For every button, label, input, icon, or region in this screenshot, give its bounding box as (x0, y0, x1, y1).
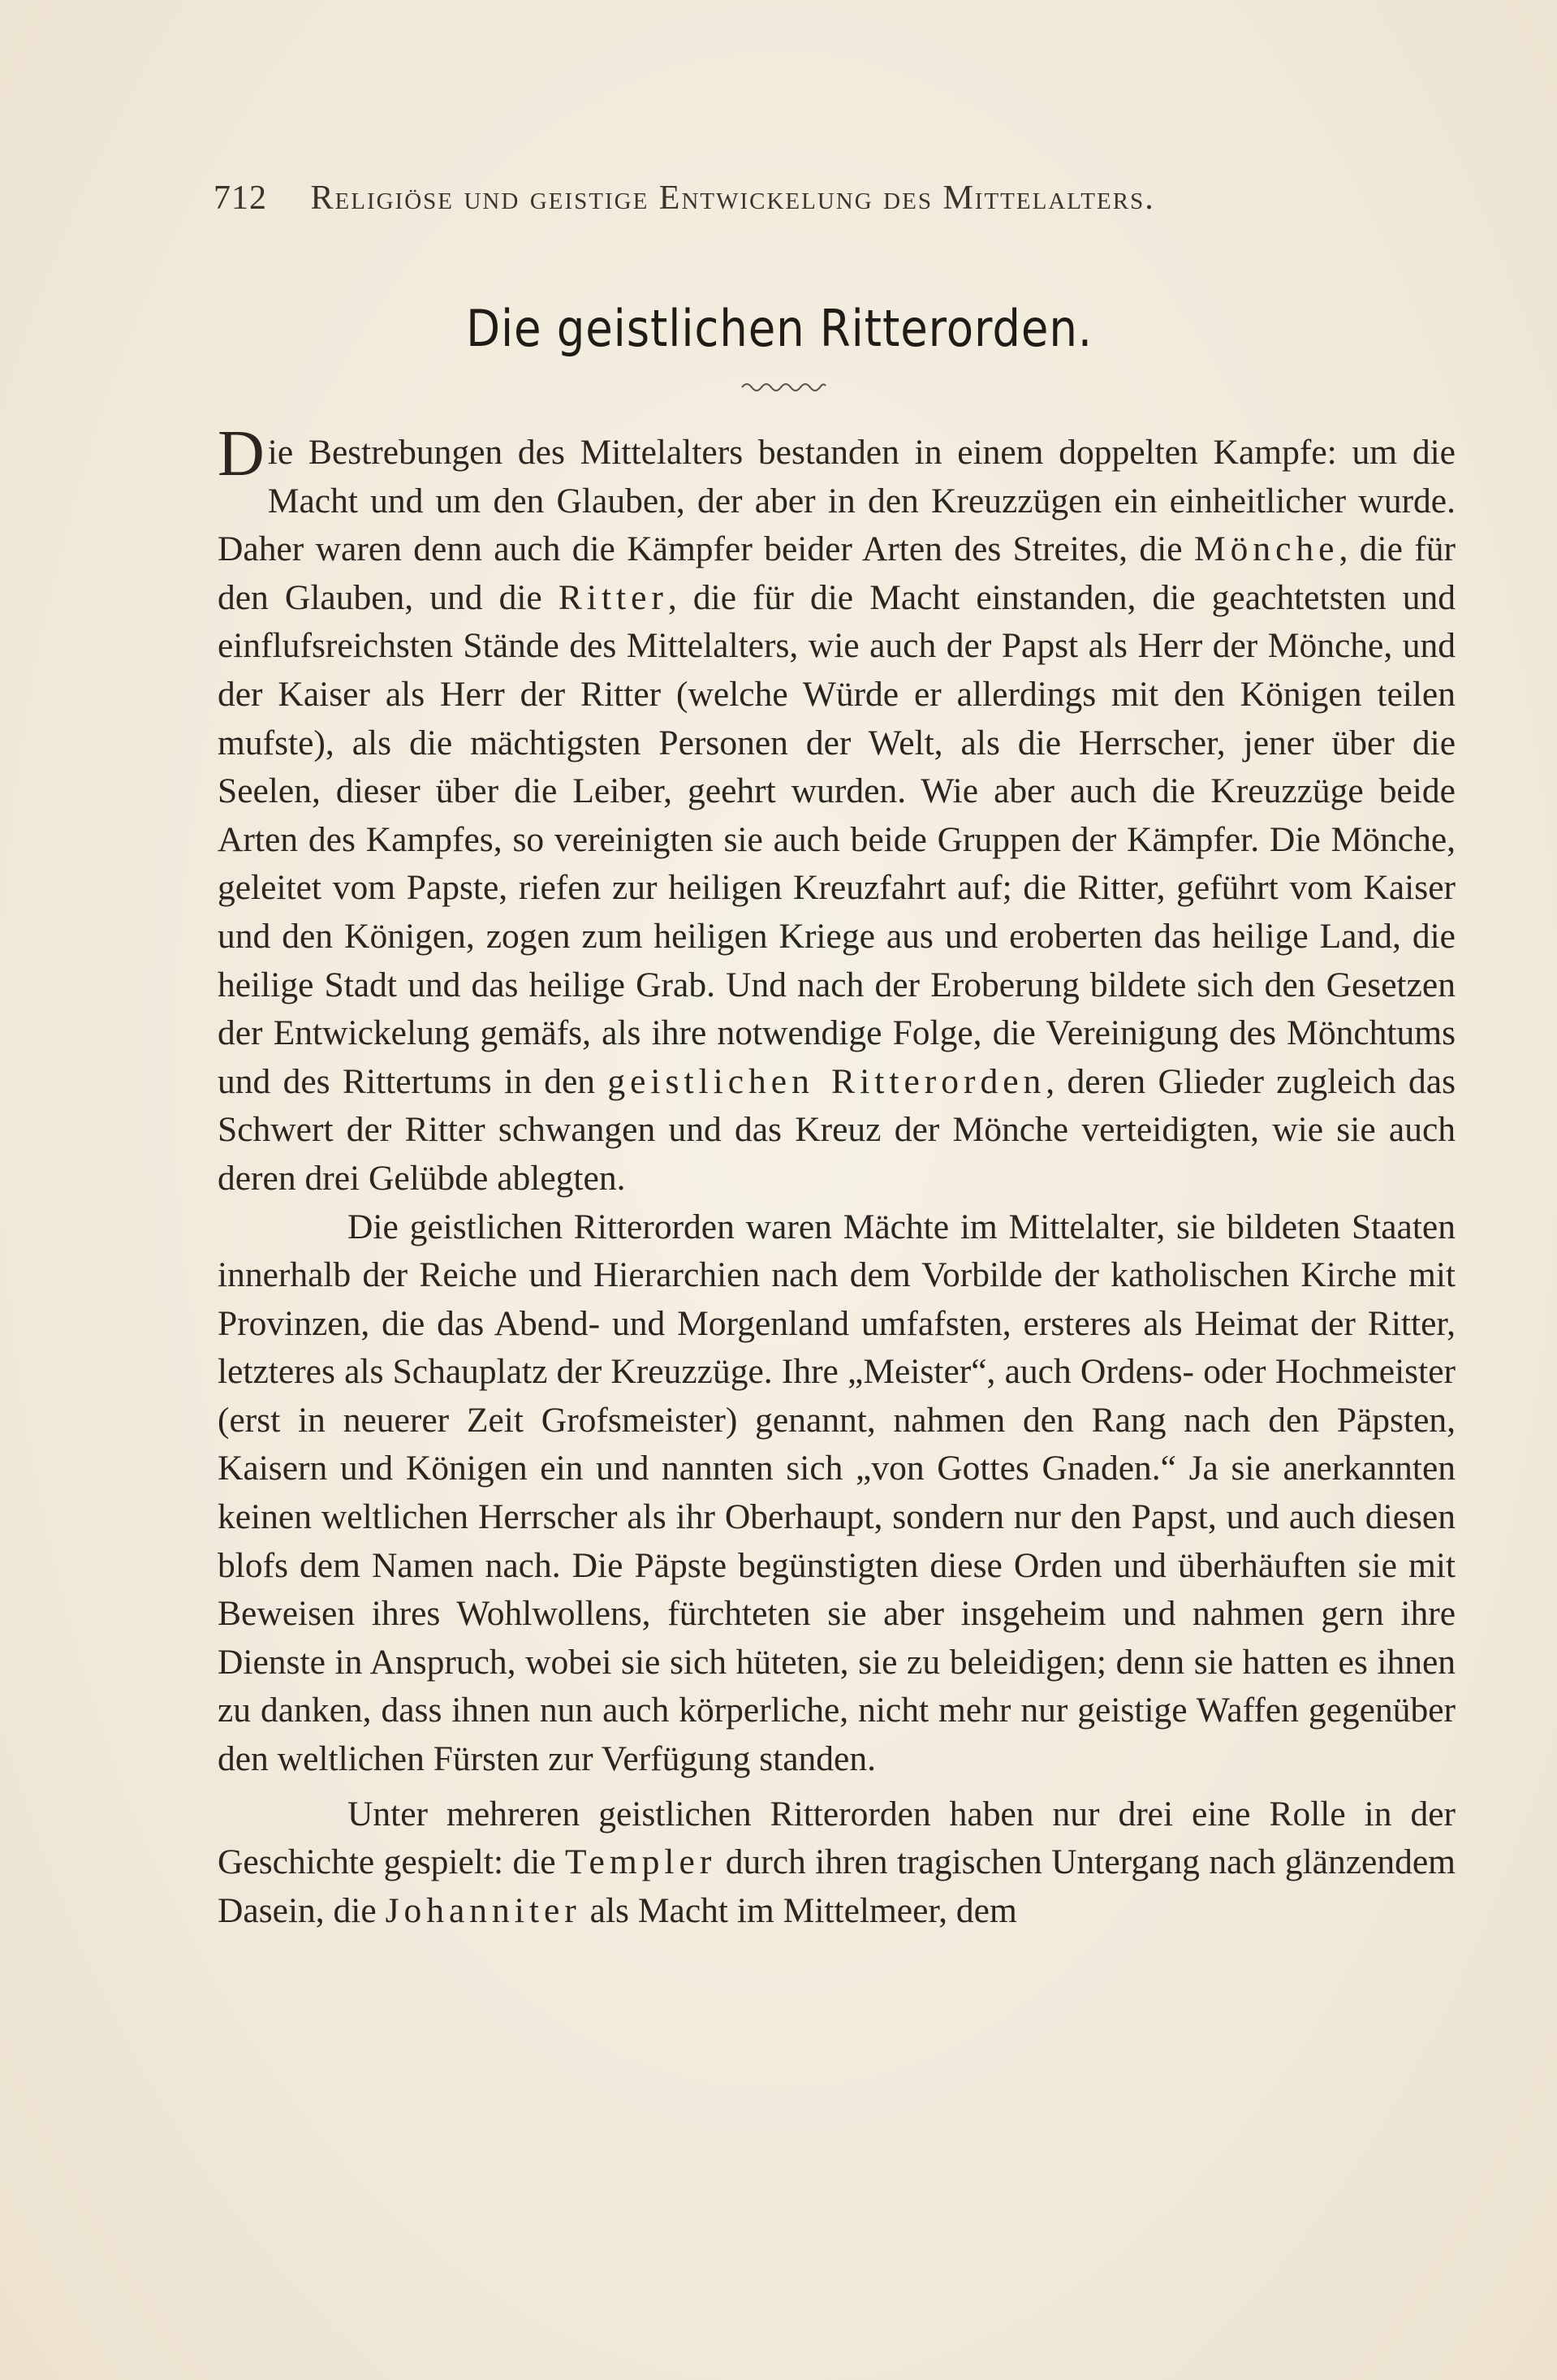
chapter-title: Die geistlichen Ritterorden. (466, 299, 1093, 358)
paragraph-3 (218, 1790, 1456, 1936)
paragraph-3-text-a: Unter mehreren geistlichen Ritterorden haben nur drei eine Rolle in der Geschichte gespielt: die (218, 1794, 1456, 1882)
emphasis-geistliche-ritterorden: geistlichen Ritterorden (607, 1061, 1046, 1101)
running-title: Religiöse und geistige Entwickelung des Mittelalters. (310, 179, 1155, 217)
running-head (213, 179, 1366, 218)
paragraph-3-text-c: als Macht im Mittelmeer, dem (580, 1890, 1017, 1930)
page-number: 712 (213, 179, 267, 217)
paragraph-1-text-d: , deren Glieder zugleich das Schwert der Ritter schwangen und das Kreuz der Mönche verteidigten, wie sie auch deren drei Gelübde ablegten. (218, 1061, 1456, 1198)
paragraph-1 (218, 418, 1456, 1203)
emphasis-johanniter: Johanniter (385, 1890, 581, 1930)
body-text (218, 418, 1456, 1935)
emphasis-templer: Templer (565, 1842, 717, 1882)
emphasis-moenche: Mönche (1193, 529, 1339, 569)
paragraph-1-text-a: ie Bestrebungen des Mittelalters bestanden in einem doppelten Kampfe: um die Macht und um den Glauben, der aber in den Kreuzzügen ein einheitlicher wurde. Daher waren denn auch die Kämpfer beider Arten des Streites, die (218, 433, 1456, 569)
paragraph-2: Die geistlichen Ritterorden waren Mächte im Mittelalter, sie bildeten Staaten innerhalb der Reiche und Hierarchien nach dem Vorbilde der katholischen Kirche mit Provinzen, die das Abend- und Morgenland umfafsten, ersteres als Heimat der Ritter, letzteres als Schauplatz der Kreuzzüge. Ihre „Meister“, auch Ordens- oder Hochmeister (erst in neuerer Zeit Grofsmeister) genannt, nahmen den Rang nach den Päpsten, Kaisern und Königen ein und nannten sich „von Gottes Gnaden.“ Ja sie anerkannten keinen weltlichen Herrscher als ihr Oberhaupt, sondern nur den Papst, und auch diesen blofs dem Namen nach. Die Päpste begünstigten diese Orden und überhäuften sie mit Beweisen ihres Wohlwollens, fürchteten sie aber insgeheim und nahmen gern ihre Dienste in Anspruch, wobei sie sich hüteten, sie zu beleidigen; denn sie hatten es ihnen zu danken, dass ihnen nun auch körperliche, nicht mehr nur geistige Waffen gegenüber den weltlichen Fürsten zur Verfügung standen. (218, 1207, 1456, 1779)
emphasis-ritter: Ritter (558, 577, 668, 617)
paragraph-1-text-c: , die für die Macht einstanden, die geachtetsten und einflufsreichsten Stände des Mittelalters, wie auch der Papst als Herr der Mönche, und der Kaiser als Herr der Ritter (welche Würde er allerdings mit den Königen teilen mufste), als die mächtigsten Personen der Welt, als die Herrscher, jener über die Seelen, dieser über die Leiber, geehrt wurden. Wie aber auch die Kreuzzüge beide Arten des Kampfes, so vereinigten sie auch beide Gruppen der Kämpfer. Die Mönche, geleitet vom Papste, riefen zur heiligen Kreuzfahrt auf; die Ritter, geführt vom Kaiser und den Königen, zogen zum heiligen Kriege aus und eroberten das heilige Land, die heilige Stadt und das heilige Grab. Und nach der Eroberung bildete sich den Gesetzen der Entwickelung gemäfs, als ihre notwendige Folge, die Vereinigung des Mönchtums und des Rittertums in den (218, 577, 1456, 1101)
paragraph-3-text-b: durch ihren tragischen Untergang nach glänzendem Dasein, die (218, 1842, 1456, 1930)
drop-cap: D (218, 418, 265, 490)
paragraph-1-text-b: , die für den Glauben, und die (218, 529, 1456, 617)
title-ornament-icon (739, 378, 828, 394)
